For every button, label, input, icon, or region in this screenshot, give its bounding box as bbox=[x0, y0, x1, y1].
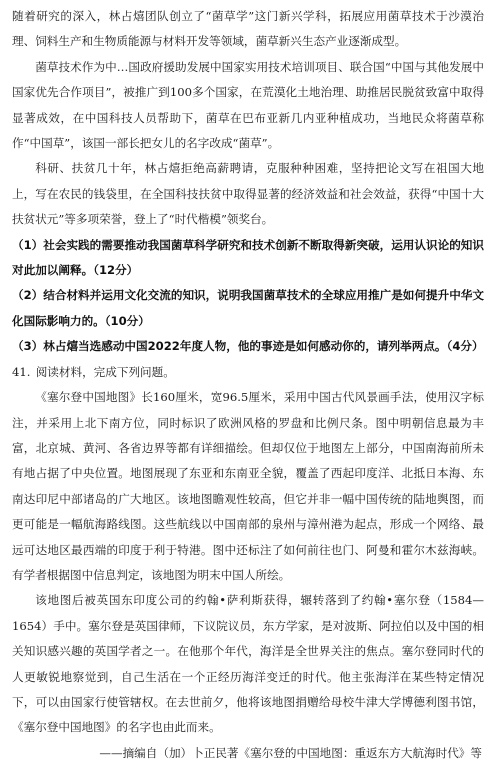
passage-paragraph-3: 科研、扶贫几十年，林占熺拒绝高薪聘请，克服种种困难，坚持把论文写在祖国大地上，写在农民的钱袋里，在全国科技扶贫中取得显著的经济效益和社会效益，获得“中国十大扶贫状元”等多项荣誉，登上了“时代楷模”领奖台。 bbox=[12, 161, 484, 227]
question-1: （1）社会实践的需要推动我国菌草科学研究和技术创新不断取得新突破，运用认识论的知识对此加以阐释。（12分） bbox=[12, 237, 484, 278]
passage-paragraph-1: 随着研究的深入，林占熺团队创立了“菌草学”这门新兴学科，拓展应用菌草技术于沙漠治理、饲料生产和生物质能源与材料开发等领域，菌草新兴生态产业逐渐成型。 bbox=[12, 9, 484, 49]
material-source: ——摘编自（加）卜正民著《塞尔登的中国地图：重返东方大航海时代》等 bbox=[99, 745, 482, 760]
question-2: （2）结合材料并运用文化交流的知识，说明我国菌草技术的全球应用推广是如何提升中华文化国际影响力的。（10分） bbox=[12, 288, 484, 328]
material-paragraph-1: 《塞尔登中国地图》长160厘米，宽96.5厘米，采用中国古代风景画手法，使用汉字标注，并采用上北下南方位，同时标识了欧洲风格的罗盘和比例尺条。图中明朝信息最为丰富，北京城、黄河、各省边界等都有详细描绘。但却仅位于地图左上部分，中国南海前所未有地占据了中央位置。地图展现了东亚和东南亚全貌，覆盖了西起印度洋、北抵日本海、东南达印尼中部诸岛的广大地区。该地图瞻观性较高，但它并非一幅中国传统的陆地舆图，而更可能是一幅航海路线图。这些航线以中国南部的泉州与漳州港为起点，形成一个网络、最远可达地区最西端的印度于利于特港。图中还标注了如何前往也门、阿曼和霍尔木兹海峡。有学者根据图中信息判定，该地图为明末中国人所绘。 bbox=[12, 390, 484, 582]
question-3: （3）林占熺当选感动中国2022年度人物，他的事迹是如何感动你的，请列举两点。（4分） bbox=[12, 339, 484, 354]
question-41-header bbox=[12, 360, 484, 385]
question-41-instruction: 阅读材料，完成下列问题。 bbox=[35, 364, 175, 379]
passage-paragraph-2: 菌草技术作为中…国政府援助发展中国家实用技术培训项目、联合国“中国与其他发展中国家优先合作项目”，被推广到100多个国家，在荒漠化土地治理、助推居民脱贫致富中取得显著成效，在中国科技人员帮助下，菌草在巴布亚新几内亚种植成功，当地民众将菌草称作“中国草”，该国一部长把女儿的名字改成“菌草”。 bbox=[12, 59, 484, 151]
question-41-number: 41. bbox=[12, 364, 31, 379]
material-paragraph-2: 该地图后被英国东印度公司的约翰•萨利斯获得，辗转落到了约翰•塞尔登（1584—1654）手中。塞尔登是英国律师，下议院议员，东方学家，是对波斯、阿拉伯以及中国的相关知识感兴趣的英国学者之一。在他那个年代，海洋是全世界关注的焦点。塞尔登同时代的人更敏锐地察觉到，自己生活在一个正经历海洋变迁的时代。他主张海洋在某些特定情况下，可以由国家行使管辖权。在去世前夕，他将该地图捐赠给母校牛津大学博德利图书馆，《塞尔登中国地图》的名字也由此而来。 bbox=[12, 593, 484, 735]
